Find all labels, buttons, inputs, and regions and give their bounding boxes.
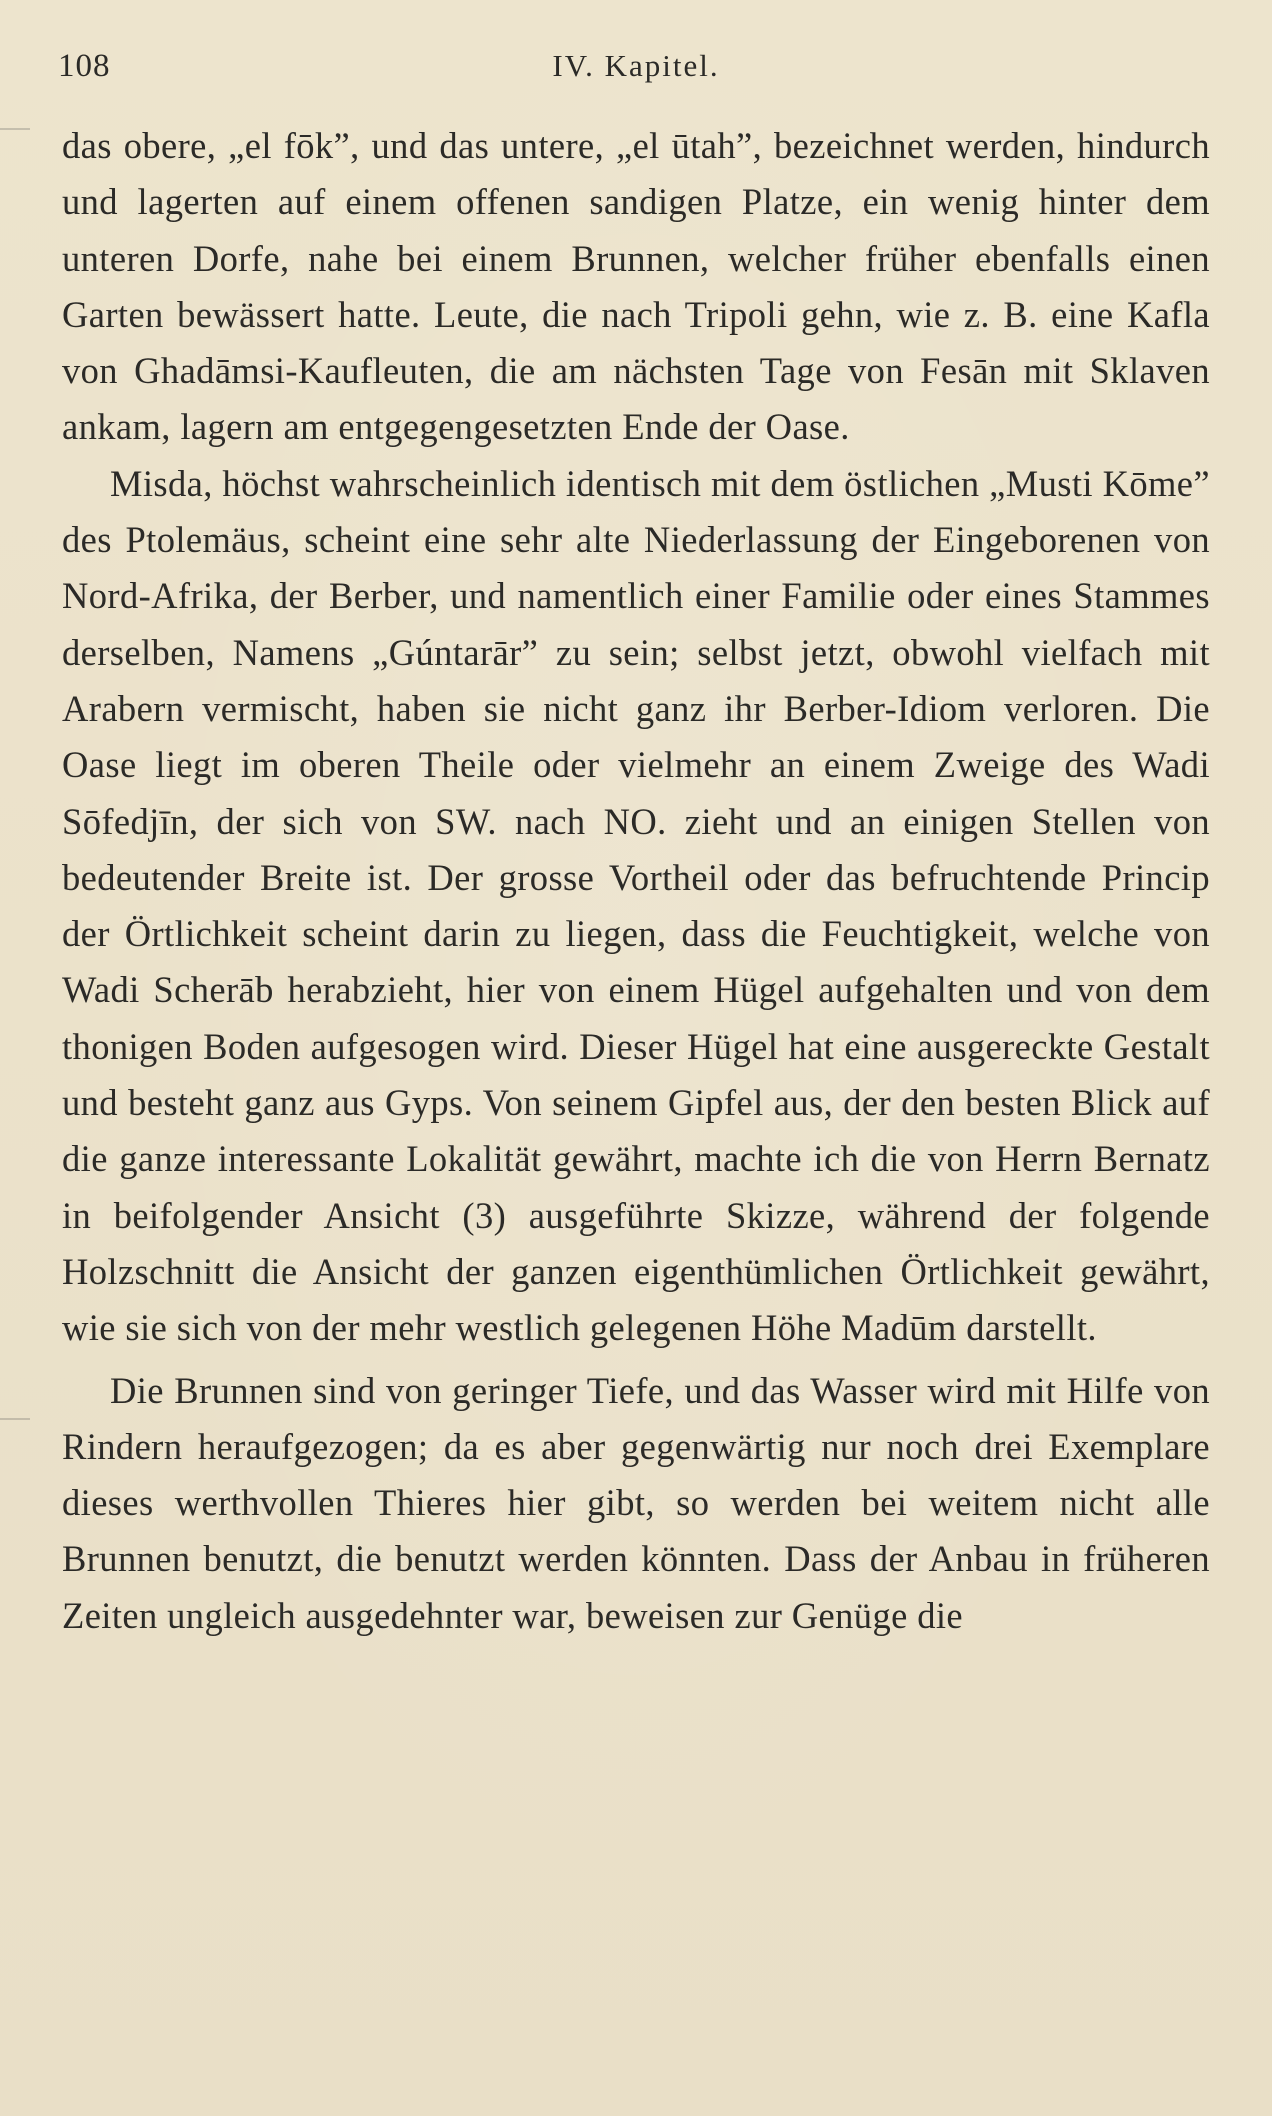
body-text — [62, 118, 1210, 1644]
margin-mark — [0, 1418, 30, 1420]
margin-mark — [0, 128, 30, 130]
paragraph: das obere, „el fōk”, und das untere, „el ūtah”, bezeichnet werden, hindurch und lagerten auf einem offenen sandigen Platze, ein wenig hinter dem unteren Dorfe, nahe bei einem Brunnen, welcher früher ebenfalls einen Garten bewässert hatte. Leute, die nach Tripoli gehn, wie z. B. eine Kafla von Ghadāmsi-Kaufleuten, die am nächsten Tage von Fesān mit Sklaven ankam, lagern am entgegengesetzten Ende der Oase. — [62, 125, 1210, 448]
paragraph: Misda, höchst wahrscheinlich identisch mit dem östlichen „Musti Kōme” des Ptolemäus, scheint eine sehr alte Niederlassung der Eingeborenen von Nord-Afrika, der Berber, und namentlich einer Familie oder eines Stammes derselben, Namens „Gúntarār” zu sein; selbst jetzt, obwohl vielfach mit Arabern vermischt, haben sie nicht ganz ihr Berber-Idiom verloren. Die Oase liegt im oberen Theile oder vielmehr an einem Zweige des Wadi Sōfedjīn, der sich von SW. nach NO. zieht und an einigen Stellen von bedeutender Breite ist. Der grosse Vortheil oder das befruchtende Princip der Örtlichkeit scheint darin zu liegen, dass die Feuchtigkeit, welche von Wadi Scherāb herabzieht, hier von einem Hügel aufgehalten und von dem thonigen Boden aufgesogen wird. Dieser Hügel hat eine ausgereckte Gestalt und besteht ganz aus Gyps. Von seinem Gipfel aus, der den besten Blick auf die ganze interessante Lokalität gewährt, machte ich die von Herrn Bernatz in beifolgender Ansicht (3) ausgeführte Skizze, während der folgende Holzschnitt die Ansicht der ganzen eigenthümlichen Örtlichkeit gewährt, wie sie sich von der mehr westlich gelegenen Höhe Madūm darstellt. — [62, 462, 1210, 1349]
paragraph: Die Brunnen sind von geringer Tiefe, und das Wasser wird mit Hilfe von Rindern heraufgezogen; da es aber gegenwärtig nur noch drei Exemplare dieses werthvollen Thieres hier gibt, so werden bei weitem nicht alle Brunnen benutzt, die benutzt werden könnten. Dass der Anbau in früheren Zeiten ungleich ausgedehnter war, beweisen zur Genüge die — [62, 1369, 1210, 1636]
page-number: 108 — [58, 48, 111, 84]
page-header — [58, 48, 1214, 88]
running-title: IV. Kapitel. — [552, 48, 720, 83]
